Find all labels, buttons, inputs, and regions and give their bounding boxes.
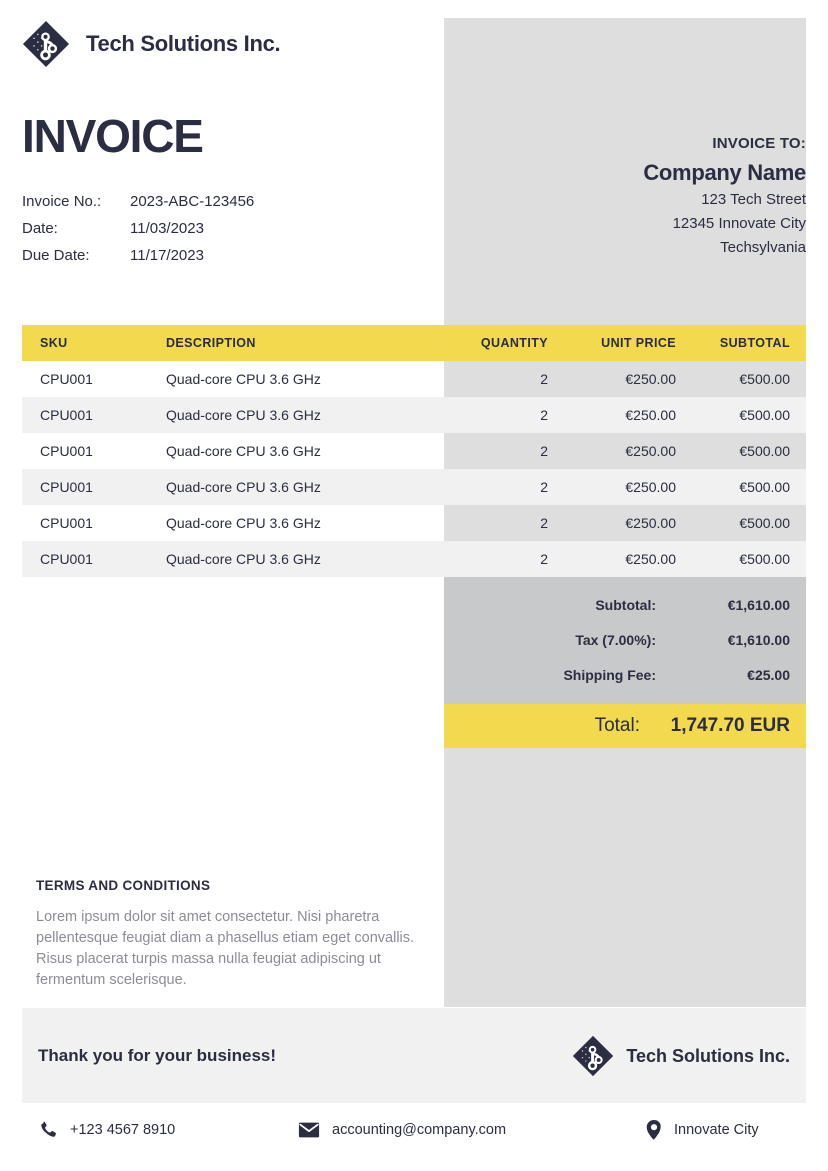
cell-subtotal: €500.00 <box>739 479 790 495</box>
terms-body: Lorem ipsum dolor sit amet consectetur. Nisi pharetra pellentesque feugiat diam a phasellus etiam eget convallis. Risus placerat turpis massa nulla feugiat adipiscing ut fermentum scelerisque. <box>36 909 415 988</box>
contact-email-text: accounting@company.com <box>332 1122 507 1138</box>
totals-row-subtotal <box>444 587 806 622</box>
table-row <box>22 433 806 469</box>
column-header-quantity: QUANTITY <box>480 336 548 350</box>
column-header-sku: SKU <box>40 336 68 350</box>
invoice-to-address-line: 123 Tech Street <box>701 191 806 208</box>
cell-quantity: 2 <box>540 407 548 423</box>
cell-unit-price: €250.00 <box>625 479 676 495</box>
location-pin-icon <box>646 1120 662 1140</box>
meta-label: Invoice No.: <box>22 193 102 210</box>
totals-row-shipping <box>444 657 806 692</box>
contact-phone[interactable] <box>22 1120 290 1140</box>
terms-title: TERMS AND CONDITIONS <box>36 878 211 893</box>
mail-icon <box>298 1120 320 1140</box>
cell-unit-price: €250.00 <box>625 371 676 387</box>
terms-and-conditions <box>36 878 426 991</box>
totals-subsection <box>444 577 806 704</box>
cell-subtotal: €500.00 <box>739 407 790 423</box>
totals-row-grand-total <box>444 704 806 748</box>
cell-subtotal: €500.00 <box>739 515 790 531</box>
totals-label: Shipping Fee: <box>563 666 656 683</box>
thank-you-text: Thank you for your business! <box>38 1046 277 1065</box>
meta-value: 2023-ABC-123456 <box>130 193 255 210</box>
cell-description: Quad-core CPU 3.6 GHz <box>166 371 321 387</box>
table-row <box>22 505 806 541</box>
column-header-subtotal: SUBTOTAL <box>719 336 790 350</box>
meta-value: 11/03/2023 <box>130 220 204 237</box>
cell-sku: CPU001 <box>40 479 93 495</box>
meta-label: Due Date: <box>22 247 90 264</box>
cell-unit-price: €250.00 <box>625 407 676 423</box>
table-row <box>22 469 806 505</box>
cell-subtotal: €500.00 <box>739 443 790 459</box>
cell-description: Quad-core CPU 3.6 GHz <box>166 479 321 495</box>
contact-strip <box>22 1120 806 1140</box>
cell-sku: CPU001 <box>40 515 93 531</box>
meta-row-invoice-no <box>22 188 254 215</box>
footer-brand <box>572 1035 790 1077</box>
cell-quantity: 2 <box>540 371 548 387</box>
invoice-meta <box>22 188 254 269</box>
invoice-to-address-line: Techsylvania <box>720 239 806 256</box>
table-row <box>22 541 806 577</box>
column-header-description: DESCRIPTION <box>166 336 256 350</box>
thank-you-band <box>22 1008 806 1103</box>
contact-location-text: Innovate City <box>674 1122 759 1138</box>
meta-value: 11/17/2023 <box>130 247 204 264</box>
phone-icon <box>38 1120 58 1140</box>
cell-description: Quad-core CPU 3.6 GHz <box>166 551 321 567</box>
contact-phone-text: +123 4567 8910 <box>70 1122 176 1138</box>
cell-subtotal: €500.00 <box>739 551 790 567</box>
contact-email[interactable] <box>290 1120 646 1140</box>
totals-label: Tax (7.00%): <box>575 631 656 648</box>
grand-total-value: 1,747.70 EUR <box>670 715 790 736</box>
invoice-to-company: Company Name <box>643 160 806 185</box>
totals-label: Subtotal: <box>595 596 656 613</box>
meta-row-due-date <box>22 242 254 269</box>
totals-value: €25.00 <box>747 666 790 683</box>
invoice-to-address-line: 12345 Innovate City <box>672 215 806 232</box>
brand-header <box>22 20 280 68</box>
contact-location[interactable] <box>646 1120 806 1140</box>
footer-brand-name: Tech Solutions Inc. <box>626 1045 790 1066</box>
totals-block <box>444 577 806 748</box>
cell-description: Quad-core CPU 3.6 GHz <box>166 407 321 423</box>
totals-value: €1,610.00 <box>727 631 790 648</box>
column-header-unit-price: UNIT PRICE <box>601 336 676 350</box>
table-header-row <box>22 325 806 361</box>
table-row <box>22 361 806 397</box>
table-row <box>22 397 806 433</box>
cell-quantity: 2 <box>540 443 548 459</box>
cell-sku: CPU001 <box>40 407 93 423</box>
cell-description: Quad-core CPU 3.6 GHz <box>166 515 321 531</box>
cell-unit-price: €250.00 <box>625 551 676 567</box>
cell-description: Quad-core CPU 3.6 GHz <box>166 443 321 459</box>
cell-quantity: 2 <box>540 515 548 531</box>
cell-quantity: 2 <box>540 479 548 495</box>
totals-row-tax <box>444 622 806 657</box>
cell-subtotal: €500.00 <box>739 371 790 387</box>
line-items-table <box>22 325 806 577</box>
cell-unit-price: €250.00 <box>625 443 676 459</box>
cell-quantity: 2 <box>540 551 548 567</box>
git-diamond-logo-icon <box>22 20 70 68</box>
grand-total-label: Total: <box>594 715 640 736</box>
git-diamond-logo-icon <box>572 1035 614 1077</box>
cell-unit-price: €250.00 <box>625 515 676 531</box>
totals-value: €1,610.00 <box>727 596 790 613</box>
meta-label: Date: <box>22 220 58 237</box>
meta-row-date <box>22 215 254 242</box>
cell-sku: CPU001 <box>40 371 93 387</box>
invoice-to-label: INVOICE TO: <box>712 135 806 152</box>
cell-sku: CPU001 <box>40 443 93 459</box>
invoice-to-block <box>643 132 806 260</box>
cell-sku: CPU001 <box>40 551 93 567</box>
page-title: INVOICE <box>22 110 203 162</box>
brand-name: Tech Solutions Inc. <box>86 31 281 56</box>
